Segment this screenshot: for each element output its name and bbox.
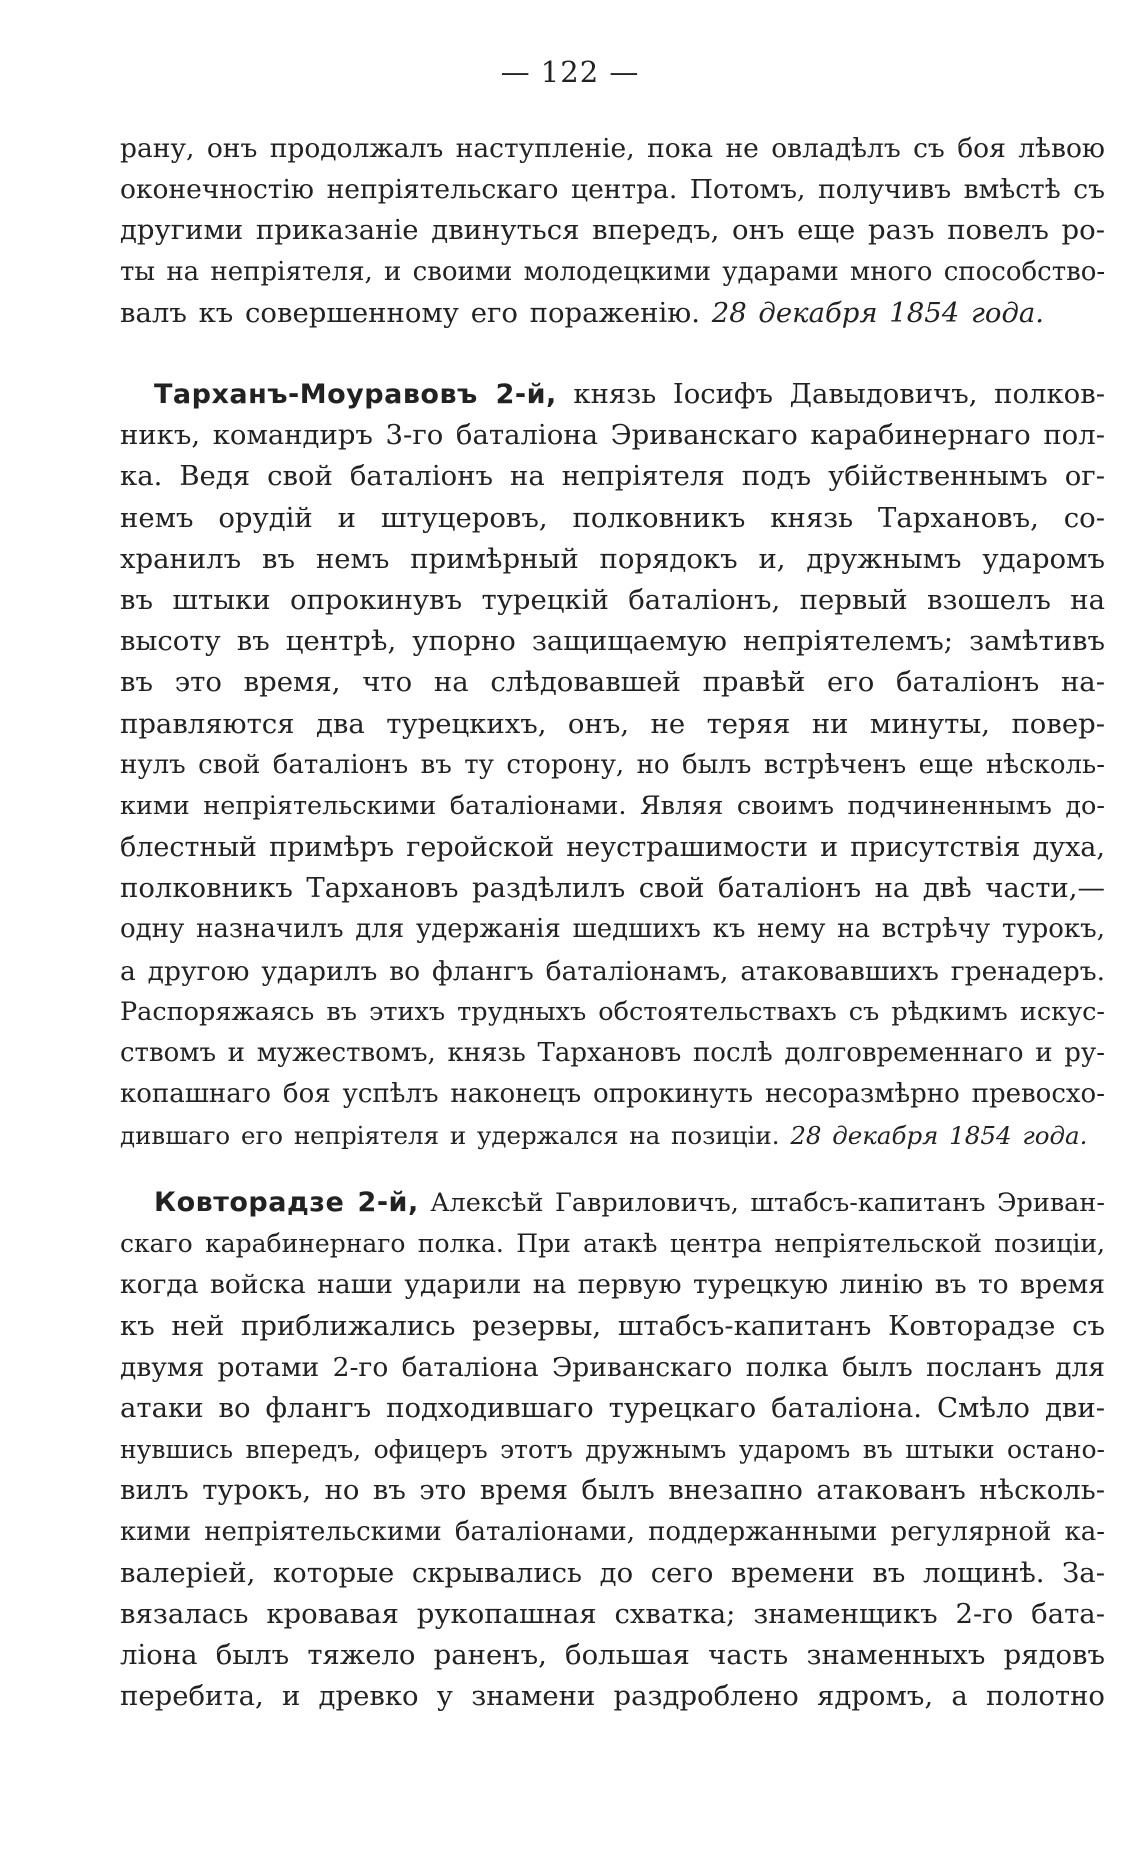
text-line: вязалась кровавая рукопашная схватка; знаменщикъ 2-го бата- [120,1597,1105,1630]
text-line: въ это время, что на слѣдовавшей правѣй его баталіонъ на- [120,666,1105,699]
text-line: вилъ турокъ, но въ это время былъ внезапно атакованъ нѣсколь- [120,1474,1105,1507]
text-line: блестный примѣръ геройской неустрашимости и присутствія духа, [120,832,1105,864]
text-line: полковникъ Тархановъ раздѣлилъ свой баталіонъ на двѣ части,— [120,872,1105,905]
text-line: хранилъ въ немъ примѣрный порядокъ и, дружнымъ ударомъ [120,542,1105,575]
person-name: Ковторадзе 2-й, [154,1187,419,1218]
line-text: князь Іосифъ Давыдовичъ, полков- [573,378,1105,410]
text-line-with-date [120,1115,1105,1156]
text-line: а другою ударилъ во флангъ баталіонамъ, атаковавшихъ гренадеръ. [120,955,1105,987]
text-line: когда войска наши ударили на первую турецкую линію въ то время [120,1269,1105,1301]
text-line: перебита, и древко у знамени раздроблено ядромъ, а полотно [120,1680,1105,1713]
text-line-with-name [120,374,1105,415]
line-text: Алексѣй Гавриловичъ, штабсъ-капитанъ Эриван- [430,1188,1105,1218]
text-line: оконечностію непріятельскаго центра. Потомъ, получивъ вмѣстѣ съ [120,174,1105,206]
text-line: никъ, командиръ 3-го баталіона Эриванскаго карабинернаго пол- [120,419,1105,452]
text-line: копашнаго боя успѣлъ наконецъ опрокинуть несоразмѣрно превосхо- [120,1079,1105,1110]
text-line: правляются два турецкихъ, онъ, не теряя ни минуты, повер- [120,707,1105,740]
text-line: въ штыки опрокинувъ турецкій баталіонъ, первый взошелъ на [120,583,1105,616]
text-line: атаки во флангъ подходившаго турецкаго баталіона. Смѣло дви- [120,1391,1105,1424]
text-line: ствомъ и мужествомъ, князь Тархановъ послѣ долговременнаго и ру- [120,1038,1105,1068]
line-text: дившаго его непріятеля и удержался на позиціи. [120,1121,780,1151]
text-line: скаго карабинернаго полка. При атакѣ центра непріятельской позиціи, [120,1229,1105,1259]
text-line: Распоряжаясь въ этихъ трудныхъ обстоятельствахъ съ рѣдкимъ искус- [120,996,1105,1027]
text-line: одну назначилъ для удержанія шедшихъ къ нему на встрѣчу турокъ, [120,914,1105,945]
paragraph-2 [120,374,1105,1157]
text-line: немъ орудій и штуцеровъ, полковникъ князь Тархановъ, со- [120,501,1105,534]
paragraph-1 [120,128,1105,334]
text-line: нувшись впередъ, офицеръ этотъ дружнымъ ударомъ въ штыки остано- [120,1435,1105,1465]
text-line: ты на непріятеля, и своими молодецкими ударами много способство- [120,256,1106,287]
text-line: двумя ротами 2-го баталіона Эриванскаго полка былъ посланъ для [120,1351,1105,1383]
text-line: къ ней приближались резервы, штабсъ-капитанъ Ковторадзе съ [120,1309,1105,1342]
person-name: Тарханъ-Моуравовъ 2-й, [154,379,557,410]
text-line: кими непріятельскими баталіонами. Являя своимъ подчиненнымъ до- [120,790,1105,821]
text-line: валеріей, которые скрывались до сего времени въ лощинѣ. За- [120,1556,1105,1589]
page-number: — 122 — [500,55,640,89]
text-line: другими приказаніе двинуться впередъ, онъ еще разъ повелъ ро- [120,214,1105,247]
text-line: кими непріятельскими баталіонами, поддержанными регулярной ка- [120,1516,1105,1547]
date: 28 декабря 1854 года. [711,296,1045,329]
text-line: ліона былъ тяжело раненъ, большая часть знаменныхъ рядовъ [120,1639,1105,1672]
date: 28 декабря 1854 года. [790,1121,1088,1151]
paragraph-3 [120,1182,1105,1717]
text-line: высоту въ центрѣ, упорно защищаемую непріятелемъ; замѣтивъ [120,625,1105,658]
line-text: валъ къ совершенному его пораженію. [120,296,700,329]
text-line-with-date [120,293,1105,334]
text-line: нулъ свой баталіонъ въ ту сторону, но былъ встрѣченъ еще нѣсколь- [120,749,1105,780]
text-line: рану, онъ продолжалъ наступленіе, пока не овладѣлъ съ боя лѣвою [120,133,1105,164]
text-line: ка. Ведя свой баталіонъ на непріятеля подъ убійственнымъ ог- [120,460,1105,493]
text-line-with-name [120,1182,1105,1223]
